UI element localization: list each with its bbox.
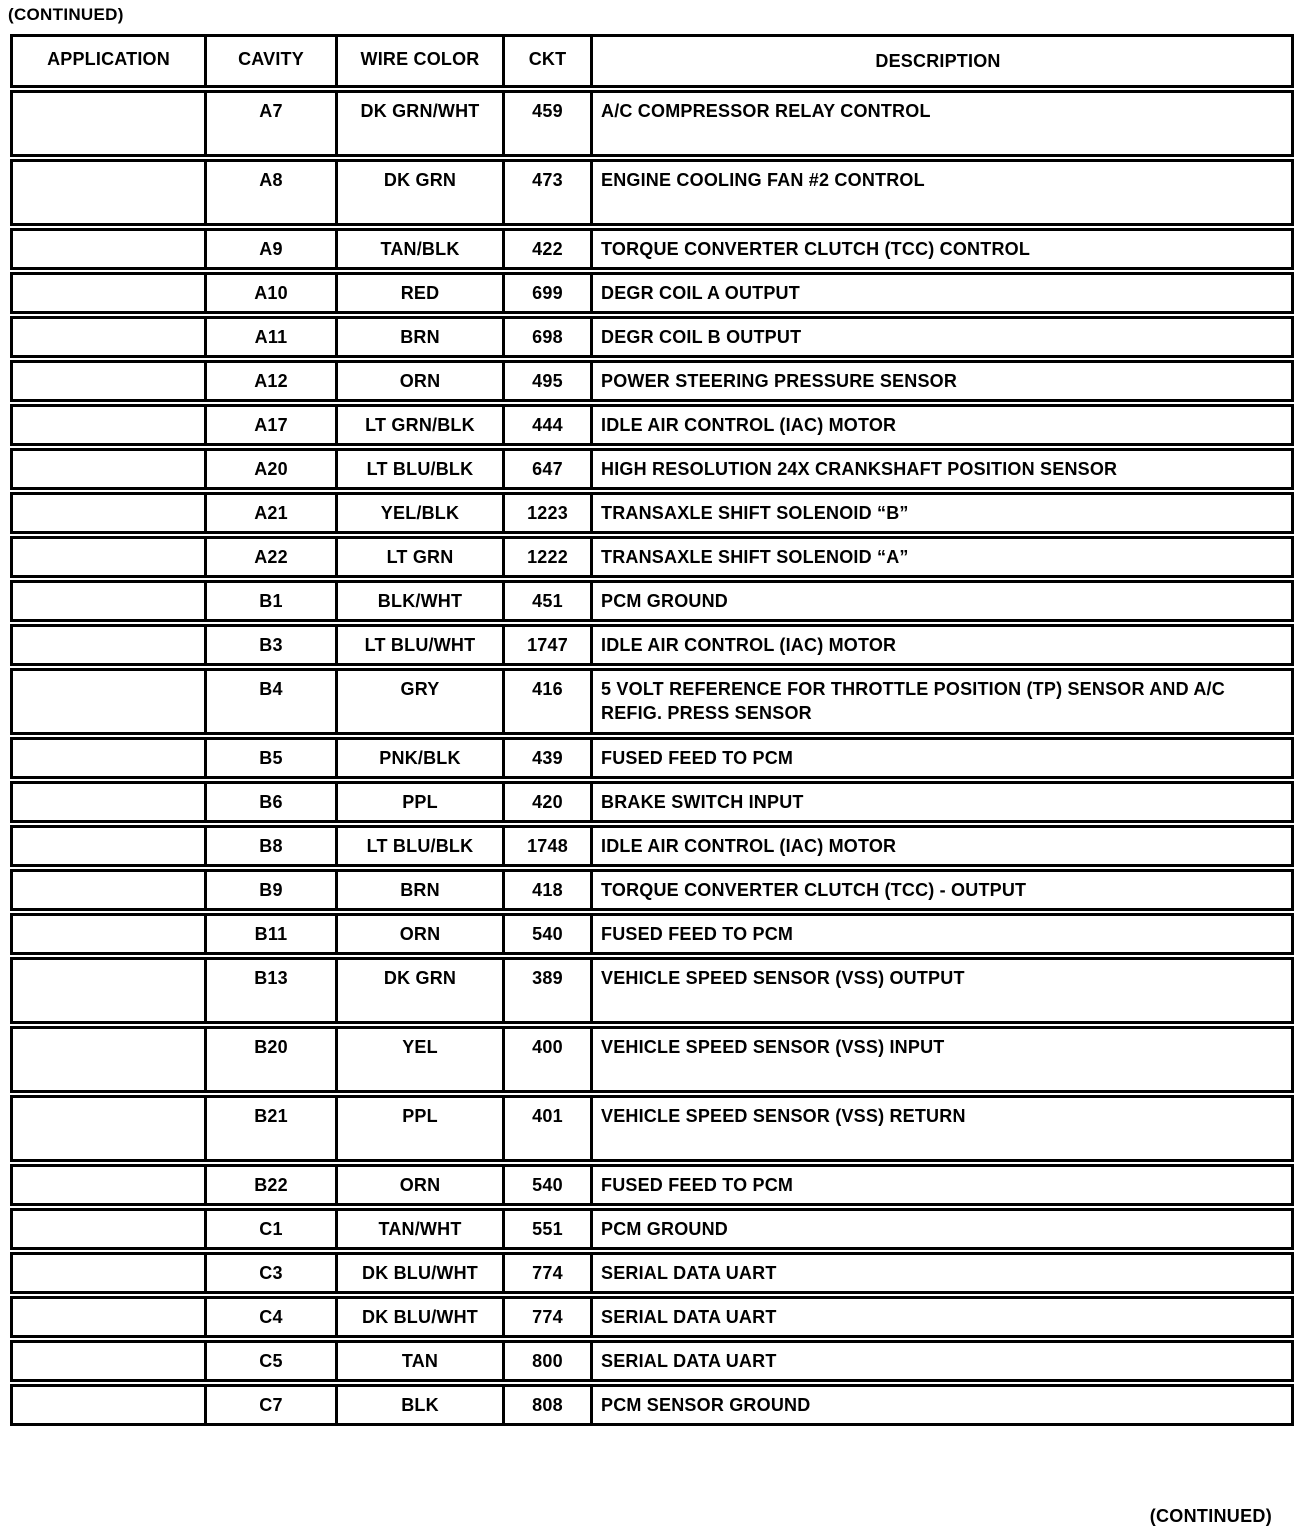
ckt-cell: 540 <box>505 1167 593 1203</box>
application-cell <box>13 872 207 908</box>
cavity-cell: B5 <box>207 740 338 776</box>
application-cell <box>13 539 207 575</box>
description-cell: 5 VOLT REFERENCE FOR THROTTLE POSITION (TP) SENSOR AND A/C REFIG. PRESS SENSOR <box>601 679 1225 723</box>
application-cell <box>13 1098 207 1159</box>
ckt-cell: 416 <box>505 671 593 732</box>
ckt-cell: 698 <box>505 319 593 355</box>
description-cell: FUSED FEED TO PCM <box>601 1175 794 1195</box>
header-description: DESCRIPTION <box>875 51 1001 71</box>
ckt-cell: 1223 <box>505 495 593 531</box>
ckt-cell: 444 <box>505 407 593 443</box>
ckt-cell: 459 <box>505 93 593 154</box>
table-header-row <box>10 34 1294 88</box>
description-cell: IDLE AIR CONTROL (IAC) MOTOR <box>601 415 897 435</box>
cavity-cell: A21 <box>207 495 338 531</box>
description-cell: VEHICLE SPEED SENSOR (VSS) OUTPUT <box>601 968 965 988</box>
wire-color-cell: ORN <box>338 916 505 952</box>
table-row <box>10 1208 1294 1250</box>
application-cell <box>13 1387 207 1423</box>
description-cell: A/C COMPRESSOR RELAY CONTROL <box>601 101 931 121</box>
cavity-cell: B13 <box>207 960 338 1021</box>
wire-color-cell: RED <box>338 275 505 311</box>
table-row <box>10 1164 1294 1206</box>
wire-color-cell: GRY <box>338 671 505 732</box>
application-cell <box>13 162 207 223</box>
table-row <box>10 404 1294 446</box>
table-row <box>10 90 1294 157</box>
ckt-cell: 422 <box>505 231 593 267</box>
ckt-cell: 699 <box>505 275 593 311</box>
application-cell <box>13 740 207 776</box>
ckt-cell: 647 <box>505 451 593 487</box>
table-row <box>10 869 1294 911</box>
description-cell: PCM GROUND <box>601 1219 728 1239</box>
application-cell <box>13 231 207 267</box>
application-cell <box>13 583 207 619</box>
application-cell <box>13 407 207 443</box>
cavity-cell: A8 <box>207 162 338 223</box>
table-row <box>10 272 1294 314</box>
application-cell <box>13 1029 207 1090</box>
cavity-cell: C7 <box>207 1387 338 1423</box>
description-cell: PCM GROUND <box>601 591 728 611</box>
description-cell: POWER STEERING PRESSURE SENSOR <box>601 371 958 391</box>
application-cell <box>13 1255 207 1291</box>
wire-color-cell: LT GRN/BLK <box>338 407 505 443</box>
cavity-cell: B4 <box>207 671 338 732</box>
wire-color-cell: TAN/BLK <box>338 231 505 267</box>
wire-color-cell: TAN <box>338 1343 505 1379</box>
description-cell: SERIAL DATA UART <box>601 1351 777 1371</box>
cavity-cell: C1 <box>207 1211 338 1247</box>
table-row <box>10 228 1294 270</box>
continued-top-label: (CONTINUED) <box>8 5 124 24</box>
description-cell: FUSED FEED TO PCM <box>601 748 794 768</box>
wire-color-cell: YEL <box>338 1029 505 1090</box>
cavity-cell: C5 <box>207 1343 338 1379</box>
header-ckt: CKT <box>505 37 593 85</box>
ckt-cell: 540 <box>505 916 593 952</box>
wire-color-cell: BLK <box>338 1387 505 1423</box>
cavity-cell: A20 <box>207 451 338 487</box>
table-row <box>10 1340 1294 1382</box>
application-cell <box>13 275 207 311</box>
table-row <box>10 448 1294 490</box>
table-row <box>10 668 1294 735</box>
application-cell <box>13 671 207 732</box>
wire-color-cell: TAN/WHT <box>338 1211 505 1247</box>
description-cell: SERIAL DATA UART <box>601 1263 777 1283</box>
wire-color-cell: DK GRN <box>338 162 505 223</box>
wire-color-cell: LT GRN <box>338 539 505 575</box>
wire-color-cell: LT BLU/BLK <box>338 451 505 487</box>
table-body <box>10 90 1294 1426</box>
header-wire-color: WIRE COLOR <box>338 37 505 85</box>
application-cell <box>13 1343 207 1379</box>
description-cell: HIGH RESOLUTION 24X CRANKSHAFT POSITION SENSOR <box>601 459 1118 479</box>
cavity-cell: A7 <box>207 93 338 154</box>
cavity-cell: B20 <box>207 1029 338 1090</box>
description-cell: TORQUE CONVERTER CLUTCH (TCC) - OUTPUT <box>601 880 1027 900</box>
description-cell: DEGR COIL A OUTPUT <box>601 283 800 303</box>
header-cavity: CAVITY <box>207 37 338 85</box>
application-cell <box>13 1167 207 1203</box>
ckt-cell: 401 <box>505 1098 593 1159</box>
description-cell: IDLE AIR CONTROL (IAC) MOTOR <box>601 836 897 856</box>
cavity-cell: B22 <box>207 1167 338 1203</box>
ckt-cell: 808 <box>505 1387 593 1423</box>
cavity-cell: B9 <box>207 872 338 908</box>
ckt-cell: 774 <box>505 1255 593 1291</box>
ckt-cell: 400 <box>505 1029 593 1090</box>
cavity-cell: A12 <box>207 363 338 399</box>
application-cell <box>13 916 207 952</box>
cavity-cell: B6 <box>207 784 338 820</box>
table-row <box>10 159 1294 226</box>
ckt-cell: 451 <box>505 583 593 619</box>
description-cell: VEHICLE SPEED SENSOR (VSS) RETURN <box>601 1106 966 1126</box>
wire-color-cell: LT BLU/BLK <box>338 828 505 864</box>
application-cell <box>13 319 207 355</box>
cavity-cell: A10 <box>207 275 338 311</box>
ckt-cell: 1747 <box>505 627 593 663</box>
ckt-cell: 418 <box>505 872 593 908</box>
cavity-cell: C3 <box>207 1255 338 1291</box>
description-cell: VEHICLE SPEED SENSOR (VSS) INPUT <box>601 1037 945 1057</box>
wire-color-cell: BRN <box>338 872 505 908</box>
application-cell <box>13 451 207 487</box>
table-row <box>10 1026 1294 1093</box>
application-cell <box>13 1211 207 1247</box>
application-cell <box>13 363 207 399</box>
wire-color-cell: DK BLU/WHT <box>338 1299 505 1335</box>
table-row <box>10 781 1294 823</box>
ckt-cell: 1748 <box>505 828 593 864</box>
description-cell: IDLE AIR CONTROL (IAC) MOTOR <box>601 635 897 655</box>
table-row <box>10 957 1294 1024</box>
wire-color-cell: PPL <box>338 784 505 820</box>
cavity-cell: B11 <box>207 916 338 952</box>
description-cell: BRAKE SWITCH INPUT <box>601 792 804 812</box>
cavity-cell: A11 <box>207 319 338 355</box>
table-row <box>10 1296 1294 1338</box>
ckt-cell: 774 <box>505 1299 593 1335</box>
table-row <box>10 825 1294 867</box>
application-cell <box>13 828 207 864</box>
description-cell: ENGINE COOLING FAN #2 CONTROL <box>601 170 925 190</box>
description-cell: TORQUE CONVERTER CLUTCH (TCC) CONTROL <box>601 239 1031 259</box>
ckt-cell: 495 <box>505 363 593 399</box>
wire-color-cell: ORN <box>338 363 505 399</box>
table-row <box>10 360 1294 402</box>
table-row <box>10 1095 1294 1162</box>
ckt-cell: 473 <box>505 162 593 223</box>
cavity-cell: A9 <box>207 231 338 267</box>
cavity-cell: B21 <box>207 1098 338 1159</box>
application-cell <box>13 495 207 531</box>
wire-color-cell: DK GRN/WHT <box>338 93 505 154</box>
cavity-cell: C4 <box>207 1299 338 1335</box>
description-cell: PCM SENSOR GROUND <box>601 1395 811 1415</box>
cavity-cell: B1 <box>207 583 338 619</box>
ckt-cell: 551 <box>505 1211 593 1247</box>
wire-color-cell: ORN <box>338 1167 505 1203</box>
table-row <box>10 536 1294 578</box>
description-cell: FUSED FEED TO PCM <box>601 924 794 944</box>
application-cell <box>13 1299 207 1335</box>
ckt-cell: 420 <box>505 784 593 820</box>
application-cell <box>13 960 207 1021</box>
cavity-cell: B3 <box>207 627 338 663</box>
table-row <box>10 624 1294 666</box>
wire-color-cell: BLK/WHT <box>338 583 505 619</box>
table-row <box>10 913 1294 955</box>
ckt-cell: 439 <box>505 740 593 776</box>
wire-color-cell: PNK/BLK <box>338 740 505 776</box>
table-row <box>10 580 1294 622</box>
cavity-cell: B8 <box>207 828 338 864</box>
table-row <box>10 1384 1294 1426</box>
connector-pinout-table <box>10 34 1294 1428</box>
ckt-cell: 1222 <box>505 539 593 575</box>
application-cell <box>13 93 207 154</box>
table-row <box>10 1252 1294 1294</box>
description-cell: TRANSAXLE SHIFT SOLENOID “A” <box>601 547 909 567</box>
wire-color-cell: DK BLU/WHT <box>338 1255 505 1291</box>
ckt-cell: 800 <box>505 1343 593 1379</box>
continued-bottom-label: (CONTINUED) <box>1149 1506 1272 1526</box>
header-application: APPLICATION <box>13 37 207 85</box>
wire-color-cell: BRN <box>338 319 505 355</box>
wire-color-cell: YEL/BLK <box>338 495 505 531</box>
wire-color-cell: DK GRN <box>338 960 505 1021</box>
table-row <box>10 492 1294 534</box>
description-cell: DEGR COIL B OUTPUT <box>601 327 802 347</box>
application-cell <box>13 627 207 663</box>
wire-color-cell: LT BLU/WHT <box>338 627 505 663</box>
cavity-cell: A17 <box>207 407 338 443</box>
description-cell: TRANSAXLE SHIFT SOLENOID “B” <box>601 503 909 523</box>
table-row <box>10 316 1294 358</box>
application-cell <box>13 784 207 820</box>
description-cell: SERIAL DATA UART <box>601 1307 777 1327</box>
cavity-cell: A22 <box>207 539 338 575</box>
wire-color-cell: PPL <box>338 1098 505 1159</box>
table-row <box>10 737 1294 779</box>
ckt-cell: 389 <box>505 960 593 1021</box>
